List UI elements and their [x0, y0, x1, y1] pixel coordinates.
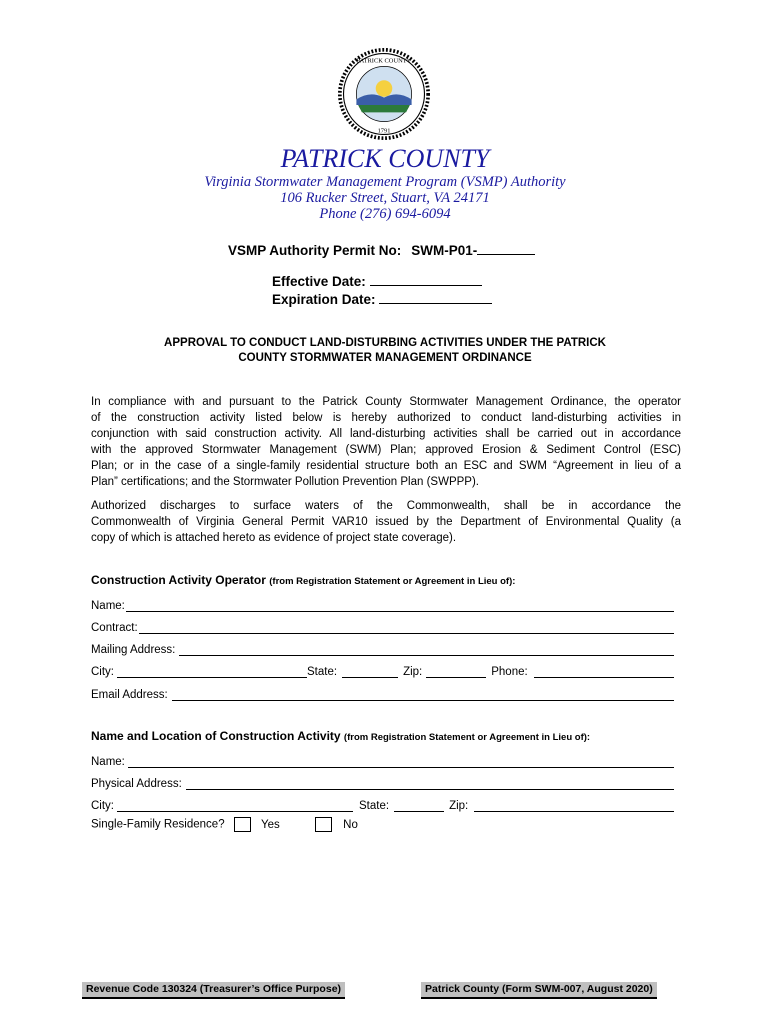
operator-city-field[interactable]	[117, 665, 307, 678]
effective-date-label: Effective Date:	[272, 274, 366, 289]
compliance-paragraph	[91, 394, 681, 490]
activity-name-label: Name:	[91, 756, 125, 768]
operator-mailing-row	[91, 640, 674, 656]
activity-section-title	[91, 729, 590, 743]
paragraph-line: Authorized discharges to surface waters of the Commonwealth, shall be in accordance the	[91, 500, 681, 512]
yes-checkbox[interactable]	[234, 817, 251, 832]
operator-mailing-field[interactable]	[179, 643, 674, 656]
permit-number-label: VSMP Authority Permit No:	[228, 243, 402, 258]
operator-name-label: Name:	[91, 600, 125, 612]
operator-city-row	[91, 662, 674, 678]
activity-section-note: (from Registration Statement or Agreement in Lieu of):	[343, 732, 591, 743]
operator-state-label: State:	[307, 666, 338, 678]
operator-contract-row	[91, 618, 674, 634]
operator-email-field[interactable]	[172, 688, 674, 701]
activity-zip-label: Zip:	[449, 800, 469, 812]
permit-number-field[interactable]	[477, 241, 535, 255]
authority-name: Virginia Stormwater Management Program (VSMP) Authority	[204, 174, 566, 190]
footer-revenue-code: Revenue Code 130324 (Treasurer’s Office Purpose)	[82, 982, 345, 999]
effective-date-row	[272, 272, 482, 289]
activity-state-field[interactable]	[394, 799, 444, 812]
expiration-date-label: Expiration Date:	[272, 292, 376, 307]
document-title-line-2: COUNTY STORMWATER MANAGEMENT ORDINANCE	[238, 352, 532, 364]
operator-city-label: City:	[91, 666, 114, 678]
paragraph-line: conjunction with said construction activity. All land-disturbing activities shall be carried out in accordance	[91, 428, 681, 440]
expiration-date-row	[272, 290, 492, 307]
footer-form-id: Patrick County (Form SWM-007, August 2020)	[421, 982, 657, 999]
activity-city-field[interactable]	[117, 799, 353, 812]
paragraph-line: of the construction activity listed below is hereby authorized to conduct land-disturbing activities in	[91, 412, 681, 424]
paragraph-line: In compliance with and pursuant to the Patrick County Stormwater Management Ordinance, the operator	[91, 396, 681, 408]
activity-city-label: City:	[91, 800, 114, 812]
authority-phone: Phone (276) 694-6094	[319, 206, 451, 222]
yes-label: Yes	[261, 818, 280, 831]
svg-text:1791: 1791	[377, 127, 391, 135]
paragraph-line: copy of which is attached hereto as evidence of project state coverage).	[91, 532, 457, 544]
paragraph-line: with the approved Stormwater Management (SWM) Plan; approved Erosion & Sediment Control (ESC)	[91, 444, 681, 456]
effective-date-field[interactable]	[370, 272, 482, 286]
svg-text:PATRICK COUNTY: PATRICK COUNTY	[356, 57, 412, 65]
operator-state-field[interactable]	[342, 665, 398, 678]
activity-state-label: State:	[359, 800, 390, 812]
activity-city-row	[91, 796, 674, 812]
operator-section-note: (from Registration Statement or Agreement in Lieu of):	[269, 576, 516, 587]
operator-mailing-label: Mailing Address:	[91, 644, 176, 656]
paragraph-line: Plan; or in the case of a single-family residential structure both an ESC and SWM “Agreement in lieu of a	[91, 460, 681, 472]
no-checkbox[interactable]	[315, 817, 332, 832]
activity-physical-label: Physical Address:	[91, 778, 182, 790]
operator-phone-field[interactable]	[534, 665, 674, 678]
operator-zip-label: Zip:	[403, 666, 423, 678]
activity-physical-field[interactable]	[186, 777, 674, 790]
operator-phone-label: Phone:	[491, 666, 528, 678]
operator-section-heading: Construction Activity Operator	[91, 573, 266, 587]
operator-name-row	[91, 596, 674, 612]
single-family-row	[91, 817, 358, 832]
no-label: No	[343, 818, 358, 831]
permit-number-prefix: SWM-P01-	[411, 243, 478, 258]
operator-email-label: Email Address:	[91, 689, 168, 701]
operator-section-title	[91, 573, 515, 587]
activity-section-heading: Name and Location of Construction Activity	[91, 729, 341, 743]
county-name: PATRICK COUNTY	[280, 144, 490, 173]
operator-contract-label: Contract:	[91, 622, 138, 634]
operator-contract-field[interactable]	[139, 621, 674, 634]
single-family-label: Single-Family Residence?	[91, 818, 225, 831]
operator-zip-field[interactable]	[426, 665, 486, 678]
authority-address: 106 Rucker Street, Stuart, VA 24171	[280, 190, 490, 206]
operator-name-field[interactable]	[126, 599, 674, 612]
activity-zip-field[interactable]	[474, 799, 674, 812]
document-title-line-1: APPROVAL TO CONDUCT LAND-DISTURBING ACTIVITIES UNDER THE PATRICK	[164, 337, 606, 349]
activity-name-row	[91, 752, 674, 768]
paragraph-line: Commonwealth of Virginia General Permit VAR10 issued by the Department of Environmental Quality (a	[91, 516, 681, 528]
activity-physical-row	[91, 774, 674, 790]
paragraph-line: Plan” certifications; and the Stormwater Pollution Prevention Plan (SWPPP).	[91, 476, 479, 488]
county-seal-image	[338, 48, 430, 140]
expiration-date-field[interactable]	[379, 290, 492, 304]
activity-name-field[interactable]	[128, 755, 674, 768]
operator-email-row	[91, 685, 674, 701]
discharge-paragraph	[91, 498, 681, 546]
permit-number-row	[228, 241, 535, 258]
